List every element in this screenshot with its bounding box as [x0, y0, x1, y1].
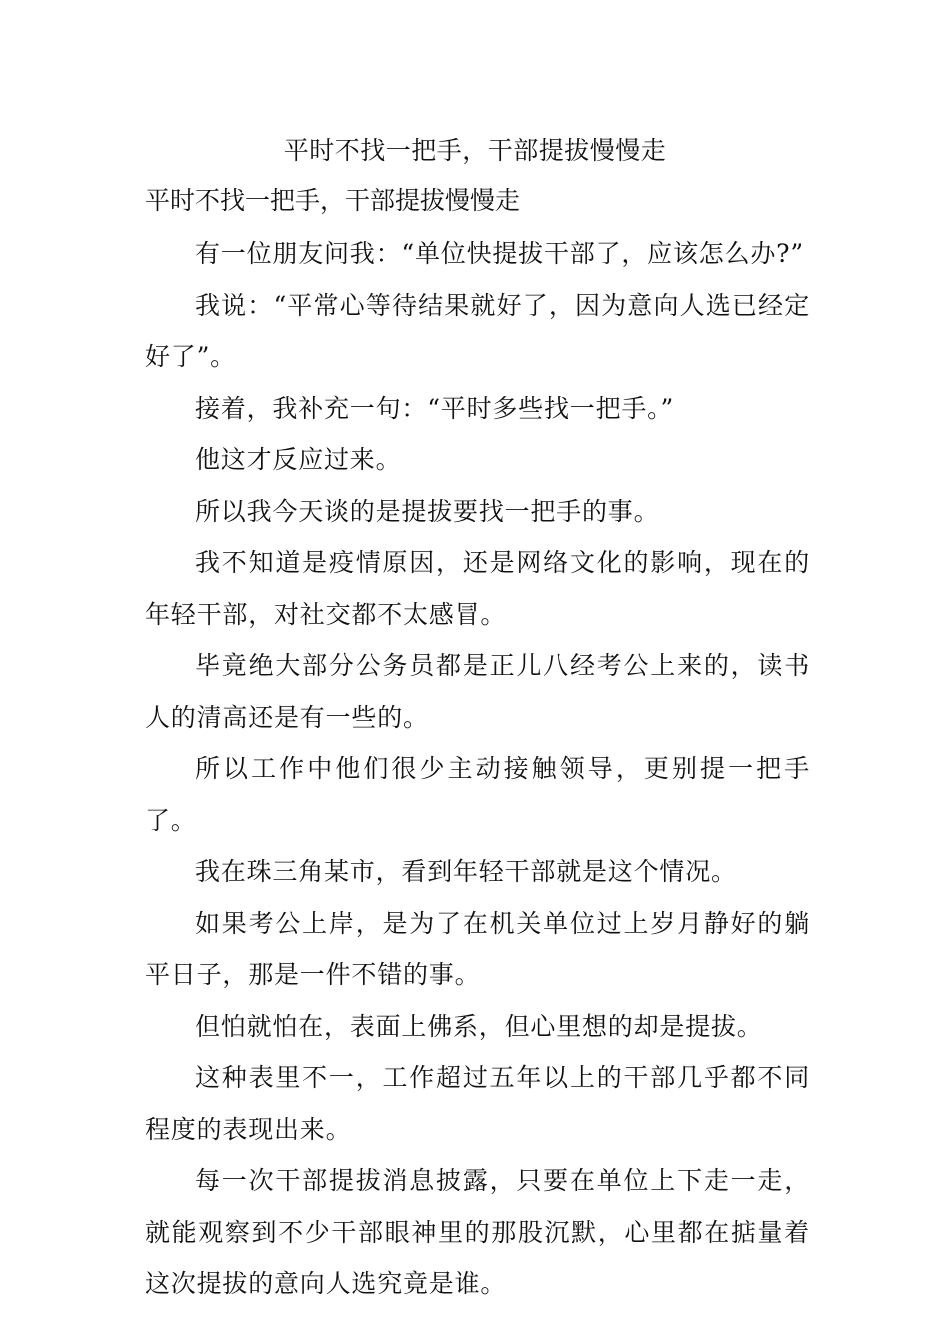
paragraph: 每一次干部提拔消息披露，只要在单位上下走一走，就能观察到不少干部眼神里的那股沉默，心里都在掂量着这次提拔的意向人选究竟是谁。	[145, 1166, 810, 1298]
paragraph: 但怕就怕在，表面上佛系，但心里想的却是提拔。	[195, 1011, 763, 1041]
document-body	[145, 228, 810, 1310]
document-subtitle: 平时不找一把手，干部提拔慢慢走	[145, 186, 521, 215]
paragraph: 这种表里不一，工作超过五年以上的干部几乎都不同程度的表现出来。	[145, 1063, 810, 1144]
document-title: 平时不找一把手，干部提拔慢慢走	[283, 136, 667, 165]
paragraph: 毕竟绝大部分公务员都是正儿八经考公上来的，读书人的清高还是有一些的。	[145, 651, 810, 732]
paragraph: 我不知道是疫情原因，还是网络文化的影响，现在的年轻干部，对社交都不太感冒。	[145, 548, 810, 629]
paragraph: 有一位朋友问我：“单位快提拔干部了，应该怎么办?”	[195, 239, 804, 268]
paragraph: 接着，我补充一句：“平时多些找一把手。”	[195, 393, 675, 423]
paragraph: 所以我今天谈的是提拔要找一把手的事。	[195, 496, 660, 526]
paragraph: 我说：“平常心等待结果就好了，因为意向人选已经定好了”。	[145, 290, 810, 371]
paragraph: 他这才反应过来。	[195, 445, 402, 474]
paragraph: 所以工作中他们很少主动接触领导，更别提一把手了。	[145, 754, 810, 835]
paragraph: 我在珠三角某市，看到年轻干部就是这个情况。	[195, 857, 737, 886]
paragraph: 如果考公上岸，是为了在机关单位过上岁月静好的躺平日子，那是一件不错的事。	[145, 908, 810, 989]
